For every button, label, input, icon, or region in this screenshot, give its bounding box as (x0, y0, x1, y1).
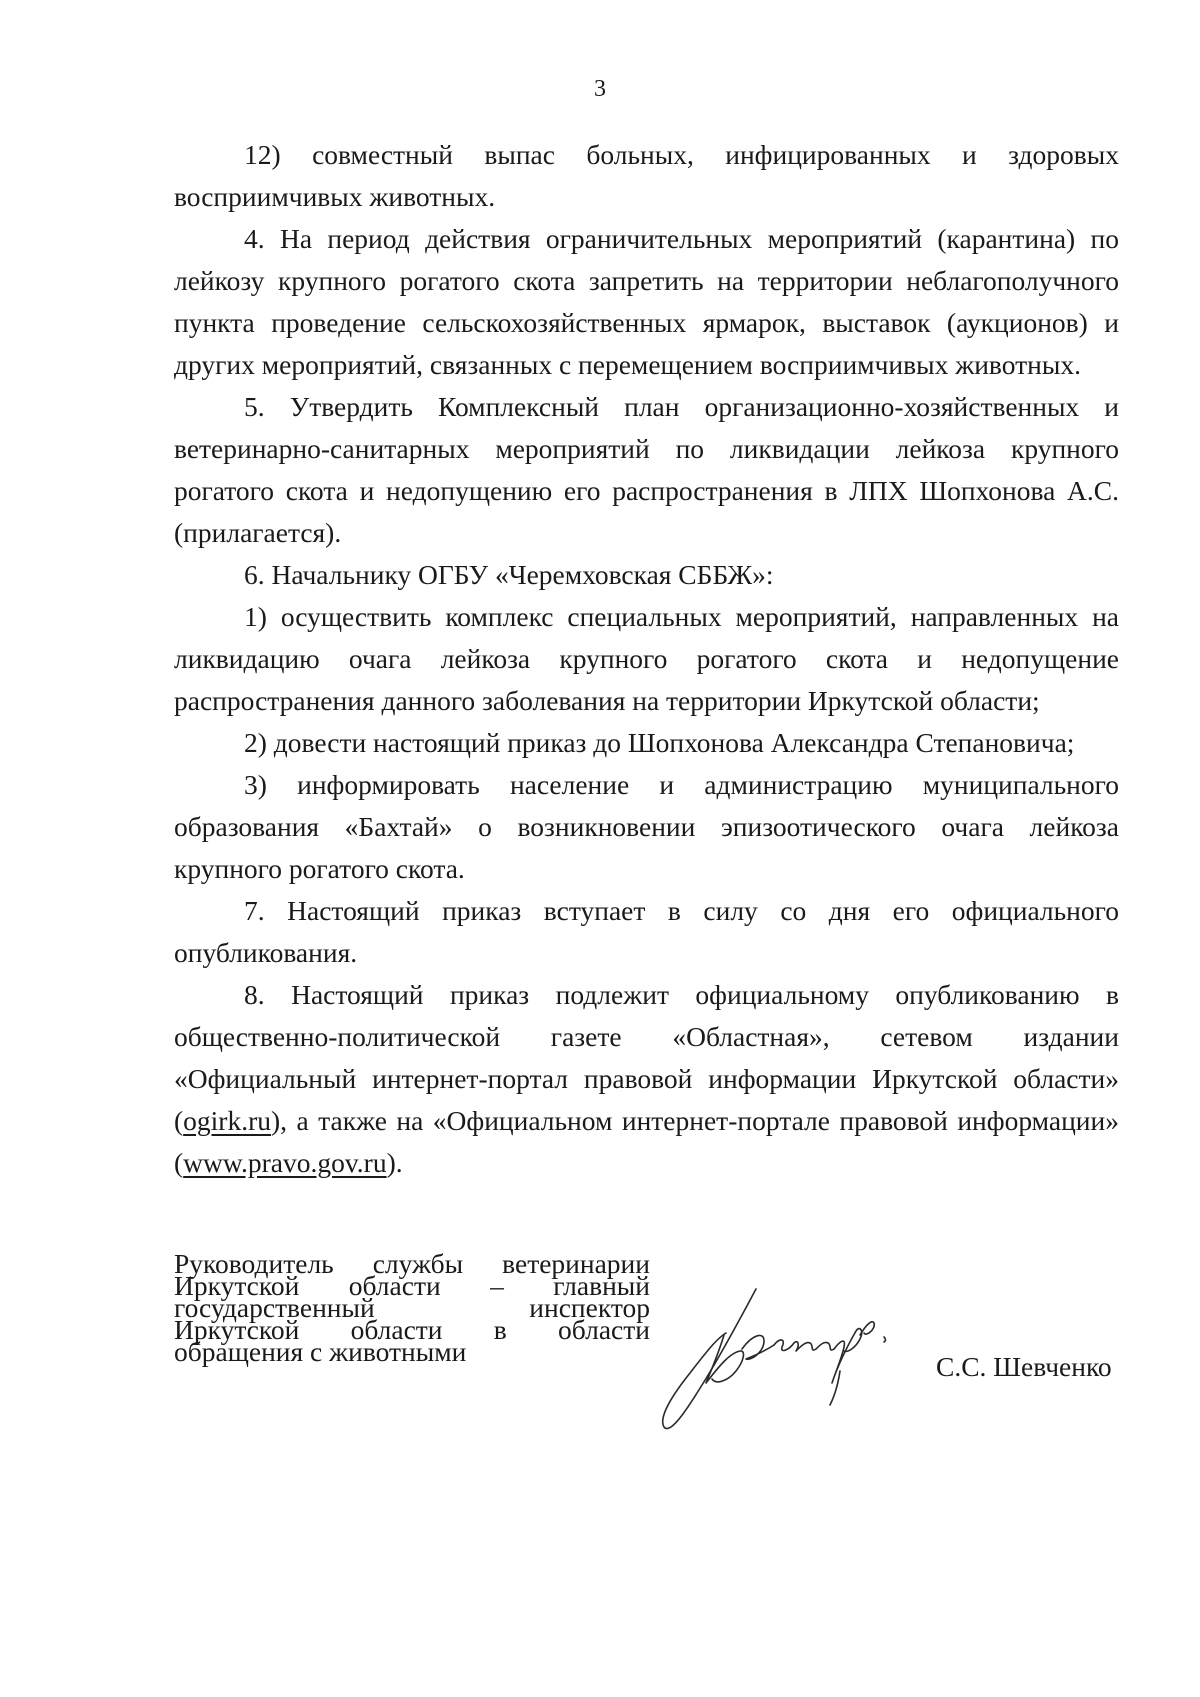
ogirk-link[interactable]: ogirk.ru (183, 1105, 272, 1136)
document-body (174, 134, 1119, 1184)
signer-position-line: Иркутской области – главный (174, 1270, 650, 1301)
clause-8-text-1: 8. Настоящий приказ подлежит официальному опубликованию в общественно-политической газете «Областная», сетевом издании «Официальный интернет-портал правовой информации Иркутской области» ( (174, 979, 1119, 1136)
signer-position-line: Руководитель службы ветеринарии (174, 1248, 650, 1279)
paragraph-clause-6: 6. Начальнику ОГБУ «Черемховская СББЖ»: (244, 559, 774, 590)
paragraph-clause-6-item-2: 2) довести настоящий приказ до Шопхонова Александра Степановича; (244, 727, 1075, 758)
paragraph-clause-6-item-1: 1) осуществить комплекс специальных мероприятий, направленных на ликвидацию очага лейкоза крупного рогатого скота и недопущение распространения данного заболевания на территории Иркутской области; (174, 601, 1119, 716)
paragraph-item-12: 12) совместный выпас больных, инфицированных и здоровых восприимчивых животных. (174, 139, 1119, 212)
paragraph-clause-8 (174, 974, 1119, 1184)
paragraph-clause-4: 4. На период действия ограничительных мероприятий (карантина) по лейкозу крупного рогатого скота запретить на территории неблагополучного пункта проведение сельскохозяйственных ярмарок, выставок (аукционов) и других мероприятий, связанных с перемещением восприимчивых животных. (174, 223, 1119, 380)
clause-8-text-3: ). (386, 1147, 403, 1178)
signer-name: С.С. Шевченко (936, 1351, 1112, 1382)
handwritten-signature (660, 1275, 920, 1445)
signer-position-line: Иркутской области в области (174, 1314, 650, 1345)
paragraph-clause-7: 7. Настоящий приказ вступает в силу со дня его официального опубликования. (174, 895, 1119, 968)
signer-position-line: обращения с животными (174, 1336, 467, 1367)
clause-8-text-2: ), а также на «Официальном интернет-портале правовой информации» ( (174, 1105, 1119, 1178)
paragraph-clause-6-item-3: 3) информировать население и администрацию муниципального образования «Бахтай» о возникновении эпизоотического очага лейкоза крупного рогатого скота. (174, 769, 1119, 884)
page-number: 3 (594, 76, 606, 102)
signer-position-line: государственный инспектор (174, 1292, 650, 1323)
pravo-link[interactable]: www.pravo.gov.ru (183, 1147, 387, 1178)
paragraph-clause-5: 5. Утвердить Комплексный план организационно-хозяйственных и ветеринарно-санитарных мероприятий по ликвидации лейкоза крупного рогатого скота и недопущению его распространения в ЛПХ Шопхонова А.С. (прилагается). (174, 391, 1119, 548)
signer-position (174, 1248, 650, 1367)
